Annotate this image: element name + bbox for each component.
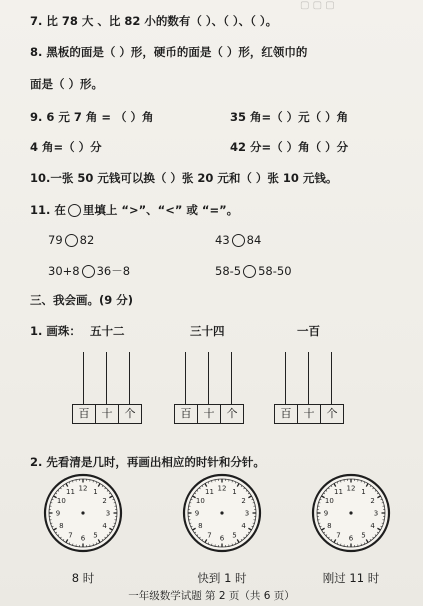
circle-icon	[68, 204, 81, 217]
abacus-rod	[308, 352, 309, 404]
place-tens: 十	[298, 405, 321, 423]
place-tens: 十	[198, 405, 221, 423]
clock-number: 5	[93, 531, 98, 540]
question-11-title	[30, 203, 238, 217]
clock-number: 11	[334, 487, 343, 496]
question-8-line2: 面是（ ）形。	[30, 77, 104, 91]
place-tens: 十	[96, 405, 119, 423]
clock-number: 8	[198, 522, 203, 531]
question-11-title-pre: 11. 在	[30, 203, 66, 217]
clock-number: 5	[361, 531, 366, 540]
question-2-title: 2. 先看清是几时，再画出相应的时针和分针。	[30, 455, 265, 469]
clock-center	[81, 511, 84, 514]
clock-number: 2	[241, 497, 246, 506]
page-footer: 一年级数学试题 第 2 页（共 6 页）	[128, 590, 295, 602]
compare-circle[interactable]	[65, 234, 78, 247]
clock-number: 6	[348, 534, 354, 543]
question-8-line1: 8. 黑板的面是（ ）形，硬币的面是（ ）形，红领巾的	[30, 45, 308, 59]
abacus-rod	[331, 352, 332, 404]
clock-number: 9	[194, 509, 200, 518]
clock-number: 5	[232, 531, 237, 540]
place-hundreds: 百	[275, 405, 298, 423]
clock-number: 6	[219, 534, 225, 543]
question-1-title: 1. 画珠：	[30, 324, 81, 338]
question-9a: 9. 6 元 7 角 = （ ）角	[30, 110, 154, 124]
clock-label-3: 刚过 11 时	[322, 571, 380, 585]
abacus-1[interactable]	[72, 352, 142, 430]
question-11-title-post: 里填上 “>”、“<” 或 “=”。	[82, 203, 239, 217]
compare-left: 58-5	[215, 264, 242, 278]
clock-number: 10	[56, 497, 66, 506]
compare-item-4	[215, 264, 292, 278]
clock-number: 8	[327, 522, 332, 531]
clock-number: 3	[105, 509, 111, 518]
clock-number: 3	[373, 509, 379, 518]
question-10: 10.一张 50 元钱可以换（ ）张 20 元和（ ）张 10 元钱。	[30, 171, 338, 185]
place-ones: 个	[326, 407, 338, 420]
clock-number: 8	[59, 522, 64, 531]
compare-item-2	[215, 233, 261, 247]
compare-circle[interactable]	[232, 234, 245, 247]
compare-item-1	[48, 233, 94, 247]
abacus-base	[274, 404, 344, 424]
abacus-rod	[231, 352, 232, 404]
compare-circle[interactable]	[243, 265, 256, 278]
compare-right: 58-50	[258, 264, 292, 278]
clock-center	[349, 511, 352, 514]
clock-label-2: 快到 1 时	[197, 571, 247, 585]
abacus-rod	[129, 352, 130, 404]
abacus-rod	[208, 352, 209, 404]
abacus-rod	[83, 352, 84, 404]
clock-label-1: 8 时	[71, 571, 95, 585]
clock-number: 9	[323, 509, 329, 518]
compare-right: 36－8	[96, 264, 131, 278]
place-hundreds: 百	[73, 405, 96, 423]
clock-number: 2	[370, 497, 375, 506]
compare-right: 84	[246, 233, 262, 247]
clock-number: 1	[361, 487, 366, 496]
clock-number: 12	[346, 484, 356, 493]
clock-number: 12	[217, 484, 227, 493]
clock-1[interactable]	[43, 473, 123, 553]
abacus-number-1: 五十二	[90, 324, 125, 338]
compare-left: 79	[48, 233, 63, 247]
clock-number: 2	[102, 497, 107, 506]
clock-number: 1	[232, 487, 237, 496]
clock-number: 4	[370, 522, 375, 531]
compare-right: 82	[79, 233, 95, 247]
clock-number: 10	[195, 497, 205, 506]
compare-left: 30+8	[48, 264, 80, 278]
clock-number: 12	[78, 484, 88, 493]
clock-center	[220, 511, 223, 514]
clock-number: 7	[336, 531, 341, 540]
question-9d: 42 分=（ ）角（ ）分	[230, 140, 349, 154]
compare-item-3	[48, 264, 130, 278]
abacus-base	[174, 404, 244, 424]
clock-number: 1	[93, 487, 98, 496]
clock-number: 9	[55, 509, 61, 518]
clock-number: 3	[244, 509, 250, 518]
compare-left: 43	[215, 233, 230, 247]
place-hundreds: 百	[175, 405, 198, 423]
question-9c: 4 角=（ ）分	[30, 140, 102, 154]
clock-number: 6	[80, 534, 86, 543]
clock-number: 10	[324, 497, 334, 506]
abacus-rod	[185, 352, 186, 404]
abacus-3[interactable]	[274, 352, 344, 430]
abacus-rod	[106, 352, 107, 404]
clock-number: 11	[66, 487, 75, 496]
abacus-rod	[285, 352, 286, 404]
clock-2[interactable]	[182, 473, 262, 553]
clock-number: 7	[207, 531, 212, 540]
place-ones: 个	[226, 407, 238, 420]
place-ones: 个	[124, 407, 136, 420]
abacus-2[interactable]	[174, 352, 244, 430]
bleed-through-mark: ▢ ▢ ▢	[300, 0, 335, 11]
question-7: 7. 比 78 大 、比 82 小的数有（ ）、（ ）、（ ）。	[30, 14, 278, 28]
question-9b: 35 角=（ ）元（ ）角	[230, 110, 349, 124]
clock-number: 4	[102, 522, 107, 531]
compare-circle[interactable]	[82, 265, 95, 278]
section-3-title: 三、我会画。(9 分)	[30, 293, 134, 307]
abacus-number-3: 一百	[297, 324, 320, 338]
abacus-base	[72, 404, 142, 424]
clock-3[interactable]	[311, 473, 391, 553]
abacus-number-2: 三十四	[190, 324, 225, 338]
clock-number: 7	[68, 531, 73, 540]
clock-number: 11	[205, 487, 214, 496]
clock-number: 4	[241, 522, 246, 531]
